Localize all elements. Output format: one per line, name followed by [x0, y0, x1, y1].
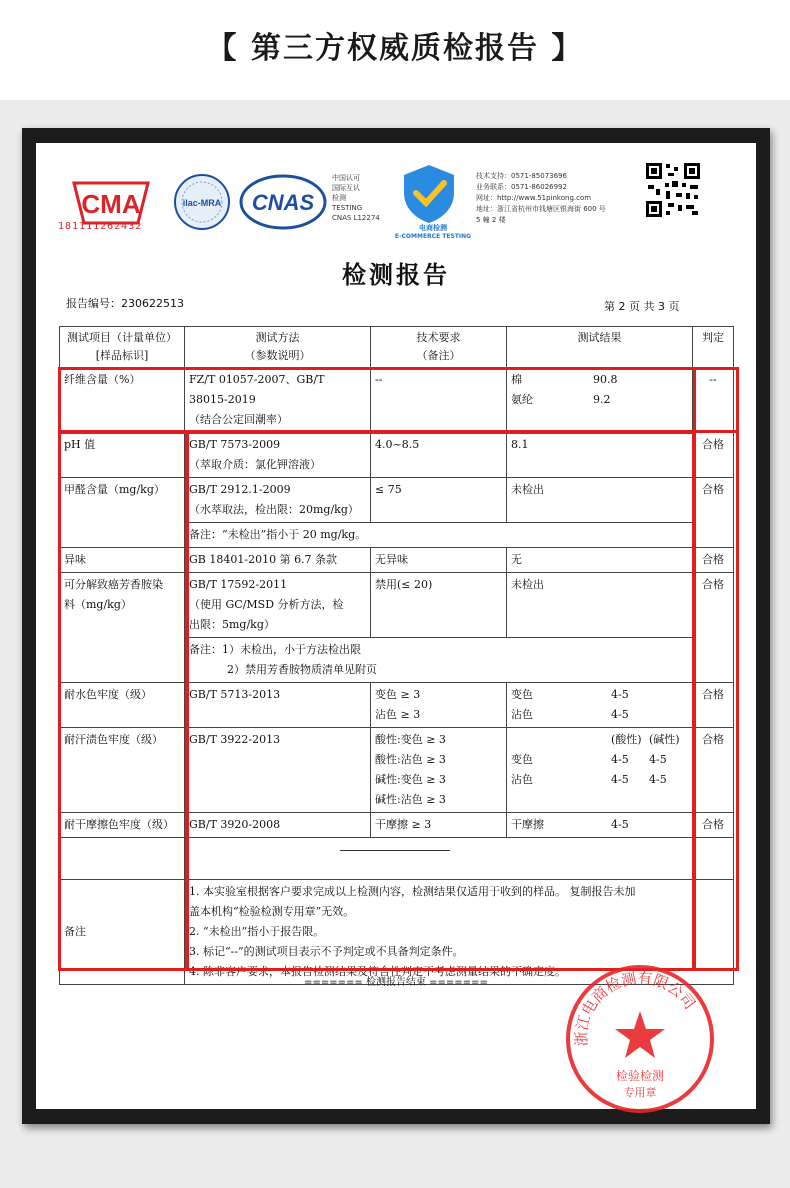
method-cell: FZ/T 01057-2007、GB/T 38015-2019 （结合公定回潮率） — [185, 368, 371, 433]
verdict-cell: 合格 — [693, 433, 734, 478]
contact-line: 技术支持：0571-85073696 — [476, 172, 567, 180]
method-cell: GB/T 17592-2011 （使用 GC/MSD 分析方法，检 出限：5mg/kg） — [185, 573, 371, 638]
item-cell: 甲醛含量（mg/kg） — [60, 478, 185, 548]
header-item: 测试项目（计量单位） [样品标识] — [60, 327, 185, 368]
table-row — [60, 478, 734, 523]
result-cell: 未检出 — [507, 573, 693, 638]
remarks-text: 1. 本实验室根据客户要求完成以上检测内容，检测结果仅适用于收到的样品。 复制报告未加 盖本机构“检验检测专用章”无效。 2. “未检出”指小于报告限。 3. 标记“--”的测试项目表示不予判定或不具备判定条件。 4. 除非客户要求，本报告检测结果及符合性判定不考虑测量结果的不确定度。 — [185, 880, 734, 985]
table-row — [60, 573, 734, 638]
header-requirement: 技术要求 （备注） — [371, 327, 507, 368]
result-cell: 未检出 — [507, 478, 693, 523]
requirement-cell: 4.0~8.5 — [371, 433, 507, 478]
result-cell: 棉 90.8 氨纶 9.2 — [507, 368, 693, 433]
seal-inner-2: 专用章 — [623, 1086, 657, 1099]
item-cell: pH 值 — [60, 433, 185, 478]
ecommerce-testing-shield-icon — [396, 163, 462, 225]
blank-divider — [340, 850, 450, 851]
requirement-cell: -- — [371, 368, 507, 433]
table-row — [60, 368, 734, 433]
table-header-row — [60, 327, 734, 368]
method-cell: GB/T 3922-2013 — [185, 728, 371, 813]
item-cell: 耐水色牢度（级） — [60, 683, 185, 728]
requirement-cell: 变色 ≥ 3 沾色 ≥ 3 — [371, 683, 507, 728]
report-end-marker: ======= 检测报告结束 ======= — [304, 977, 488, 988]
blank-row — [60, 838, 734, 880]
contact-line: 网址：http://www.51pinkong.com — [476, 194, 592, 202]
cnas-side-text — [332, 173, 392, 223]
verdict-cell: -- — [693, 368, 734, 433]
verdict-cell: 合格 — [693, 573, 734, 683]
contact-info — [476, 171, 656, 226]
requirement-cell: 禁用(≤ 20) — [371, 573, 507, 638]
qr-code-icon — [644, 161, 702, 219]
cnas-logo-text: CNAS — [251, 190, 315, 215]
cnas-logo — [239, 173, 327, 231]
requirement-cell: 干摩擦 ≥ 3 — [371, 813, 507, 838]
ilac-mra-logo — [173, 173, 231, 231]
result-cell: 无 — [507, 548, 693, 573]
inspection-seal — [558, 955, 723, 1120]
contact-line: 业务联系：0571-86026992 — [476, 183, 567, 191]
star-icon — [615, 1011, 665, 1058]
header-method: 测试方法 （参数说明） — [185, 327, 371, 368]
results-table — [59, 326, 734, 985]
method-cell: GB/T 2912.1-2009 （水萃取法，检出限：20mg/kg） — [185, 478, 371, 523]
table-row — [60, 728, 734, 813]
requirement-cell: ≤ 75 — [371, 478, 507, 523]
table-row — [60, 548, 734, 573]
contact-line: 地址：浙江省杭州市钱塘区银海街 600 号 — [476, 205, 606, 213]
ilac-logo-text: ilac-MRA — [182, 198, 222, 208]
verdict-cell: 合格 — [693, 728, 734, 813]
note-cell: 备注：“未检出”指小于 20 mg/kg。 — [185, 523, 693, 548]
page-count: 第 2 页 共 3 页 — [604, 300, 680, 313]
cnas-side-line: TESTING — [332, 204, 363, 212]
result-cell: 8.1 — [507, 433, 693, 478]
item-cell: 耐干摩擦色牢度（级） — [60, 813, 185, 838]
item-cell: 可分解致癌芳香胺染 料（mg/kg） — [60, 573, 185, 683]
cnas-side-line: CNAS L12274 — [332, 214, 380, 222]
result-cell: 干摩擦 4-5 — [507, 813, 693, 838]
requirement-cell: 酸性:变色 ≥ 3 酸性:沾色 ≥ 3 碱性:变色 ≥ 3 碱性:沾色 ≥ 3 — [371, 728, 507, 813]
result-cell: 变色 4-5 沾色 4-5 — [507, 683, 693, 728]
report-title: 检测报告 — [342, 260, 450, 289]
result-cell: (酸性) (碱性) 变色 4-5 4-5 沾色 4-5 4-5 — [507, 728, 693, 813]
verdict-cell: 合格 — [693, 813, 734, 838]
item-cell: 纤维含量（%） — [60, 368, 185, 433]
verdict-cell: 合格 — [693, 548, 734, 573]
verdict-cell: 合格 — [693, 478, 734, 548]
requirement-cell: 无异味 — [371, 548, 507, 573]
verdict-cell: 合格 — [693, 683, 734, 728]
contact-line: 5 幢 2 楼 — [476, 216, 506, 224]
page-heading: 【 第三方权威质检报告 】 — [206, 31, 584, 66]
remarks-label: 备注 — [60, 880, 185, 985]
blank-cell — [693, 838, 734, 880]
method-cell: GB 18401-2010 第 6.7 条款 — [185, 548, 371, 573]
method-cell: GB/T 5713-2013 — [185, 683, 371, 728]
cnas-side-line: 检测 — [332, 194, 346, 202]
method-cell: GB/T 3920-2008 — [185, 813, 371, 838]
emark-subtitle: E-COMMERCE TESTING — [394, 233, 472, 240]
report-number: 报告编号：230622513 — [66, 297, 184, 310]
method-cell: GB/T 7573-2009 （萃取介质：氯化钾溶液） — [185, 433, 371, 478]
item-cell: 异味 — [60, 548, 185, 573]
blank-cell — [185, 838, 693, 880]
table-row — [60, 683, 734, 728]
cnas-side-line: 国际互认 — [332, 184, 360, 192]
blank-cell — [60, 838, 185, 880]
item-cell: 耐汗渍色牢度（级） — [60, 728, 185, 813]
note-cell: 备注：1）未检出，小于方法检出限 2）禁用芳香胺物质清单见附页 — [185, 638, 693, 683]
header-verdict: 判定 — [693, 327, 734, 368]
report-header — [36, 143, 756, 253]
table-row — [60, 433, 734, 478]
emark-title: 电商检测 — [419, 224, 447, 232]
cnas-side-line: 中国认可 — [332, 174, 360, 182]
seal-inner-1: 检验检测 — [615, 1069, 665, 1083]
seal-ring-text: 浙江电商检测有限公司 — [572, 968, 699, 1047]
table-row — [60, 813, 734, 838]
cma-number: 181111262432 — [58, 221, 143, 232]
header-result: 测试结果 — [507, 327, 693, 368]
cma-logo-text: CMA — [81, 189, 141, 219]
ecommerce-testing-label — [388, 223, 478, 240]
